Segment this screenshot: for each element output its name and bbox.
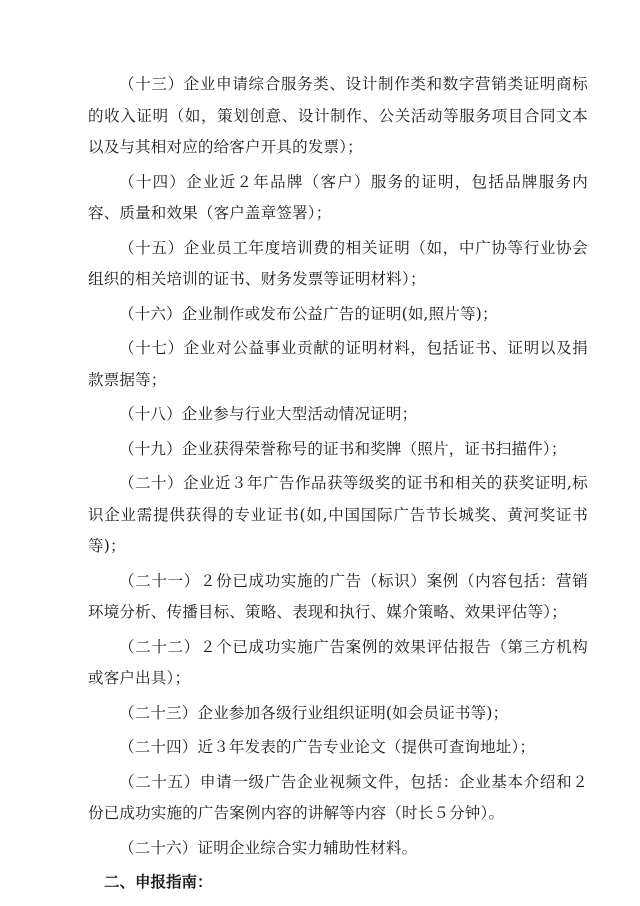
list-item-23: （二十三）企业参加各级行业组织证明(如会员证书等)； (119, 703, 509, 722)
list-item-24: （二十四）近３年发表的广告专业论文（提供可查询地址）； (119, 738, 536, 756)
list-item-13: （十三）企业申请综合服务类、设计制作类和数字营销类证明商标的收入证明（如，策划创意、设计制作、公关活动等服务项目合同文本以及与其相对应的给客户开具的发票）； (88, 75, 588, 156)
list-item-14: （十四）企业近２年品牌（客户）服务的证明，包括品牌服务内容、质量和效果（客户盖章签署）； (88, 172, 588, 222)
list-item-25: （二十五）申请一级广告企业视频文件，包括：企业基本介绍和２份已成功实施的广告案例内容的讲解等内容（时长５分钟）。 (88, 772, 588, 822)
list-item-20: （二十）企业近３年广告作品获等级奖的证书和相关的获奖证明,标识企业需提供获得的专业证书(如,中国国际广告节长城奖、黄河奖证书等)； (88, 474, 588, 555)
list-item-15: （十五）企业员工年度培训费的相关证明（如，中广协等行业协会组织的相关培训的证书、财务发票等证明材料）； (88, 238, 588, 288)
list-item-19: （十九）企业获得荣誉称号的证书和奖牌（照片，证书扫描件）； (119, 439, 567, 458)
document-body (88, 69, 588, 898)
list-item-18: （十八）企业参与行业大型活动情况证明； (119, 405, 418, 423)
section-heading: 二、申报指南： (104, 873, 213, 891)
list-item-16: （十六）企业制作或发布公益广告的证明(如,照片等)； (119, 304, 498, 323)
list-item-21: （二十一）２份已成功实施的广告（标识）案例（内容包括：营销环境分析、传播目标、策略、表现和执行、媒介策略、效果评估等）； (88, 571, 588, 621)
list-item-26: （二十六）证明企业综合实力辅助性材料。 (119, 838, 418, 857)
list-item-17: （十七）企业对公益事业贡献的证明材料，包括证书、证明以及捐款票据等； (88, 339, 588, 389)
list-item-22: （二十二）２个已成功实施广告案例的效果评估报告（第三方机构或客户出具）； (88, 637, 588, 687)
